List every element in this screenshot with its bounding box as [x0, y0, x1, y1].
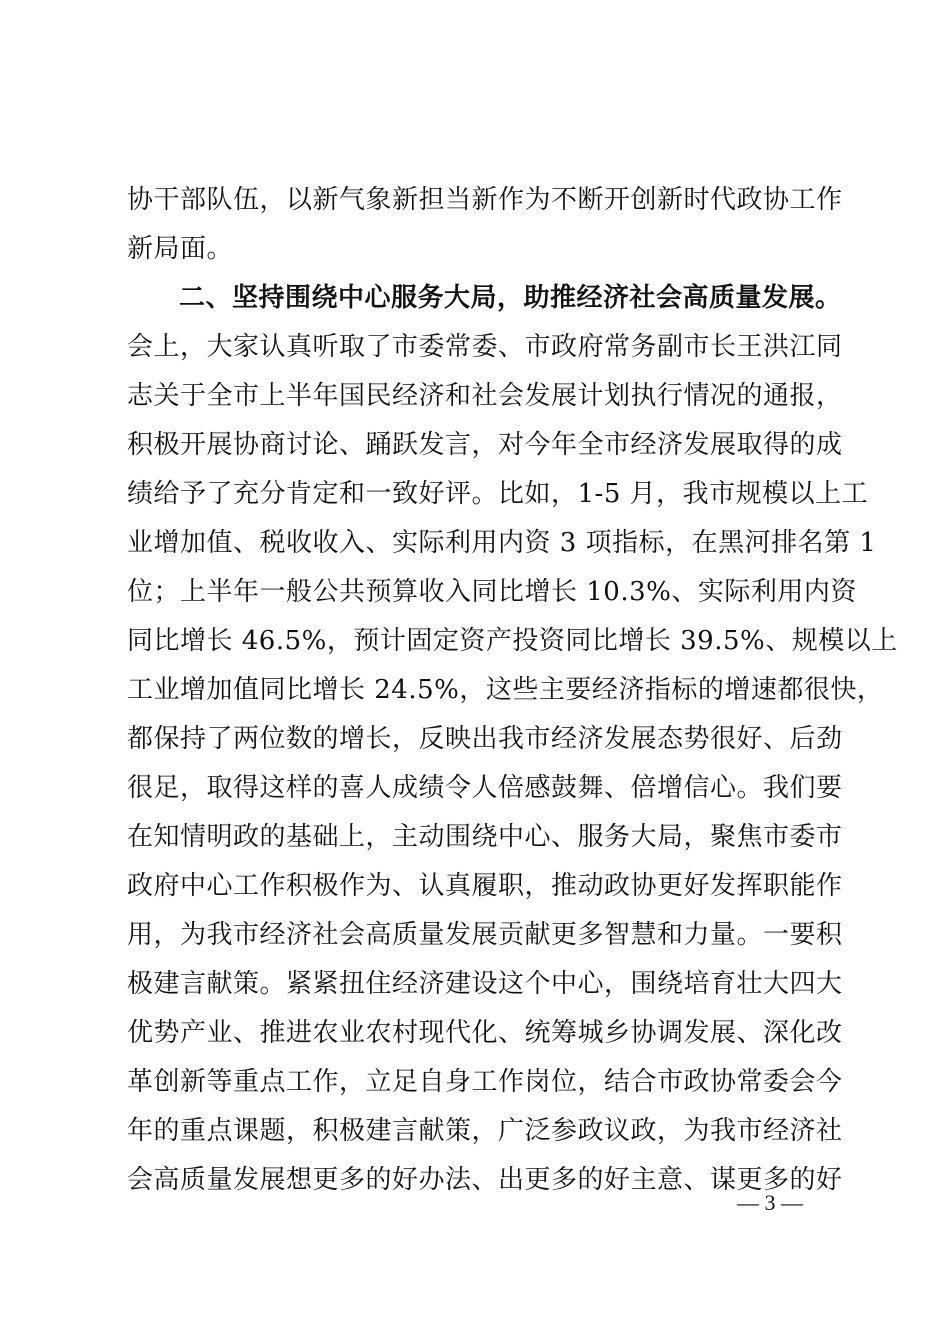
text-line: 业增加值、税收收入、实际利用内资 3 项指标，在黑河排名第 1	[127, 528, 877, 558]
text-line: 会高质量发展想更多的好办法、出更多的好主意、谋更多的好	[127, 1165, 843, 1195]
text-line: 政府中心工作积极作为、认真履职，推动政协更好发挥职能作	[127, 871, 843, 901]
text-line: 新局面。	[127, 234, 234, 264]
text-line: 用，为我市经济社会高质量发展贡献更多智慧和力量。一要积	[127, 920, 843, 950]
section-paragraph	[127, 274, 898, 1205]
text-line: 同比增长 46.5%，预计固定资产投资同比增长 39.5%、规模以上	[127, 626, 898, 656]
text-line: 都保持了两位数的增长，反映出我市经济发展态势很好、后劲	[127, 724, 843, 754]
text-line: 志关于全市上半年国民经济和社会发展计划执行情况的通报，	[127, 381, 843, 411]
text-line: 在知情明政的基础上，主动围绕中心、服务大局，聚焦市委市	[127, 822, 843, 852]
page-number: — 3 —	[737, 1190, 803, 1215]
text-line: 优势产业、推进农业农村现代化、统筹城乡协调发展、深化改	[127, 1018, 843, 1048]
text-line: 会上，大家认真听取了市委常委、市政府常务副市长王洪江同	[127, 332, 843, 362]
text-line: 革创新等重点工作，立足自身工作岗位，结合市政协常委会今	[127, 1067, 843, 1097]
text-line: 绩给予了充分肯定和一致好评。比如，1-5 月，我市规模以上工	[127, 479, 869, 509]
section-heading: 二、坚持围绕中心服务大局，助推经济社会高质量发展。	[179, 283, 842, 313]
text-line: 积极开展协商讨论、踊跃发言，对今年全市经济发展取得的成	[127, 430, 843, 460]
text-line: 协干部队伍，以新气象新担当新作为不断开创新时代政协工作	[127, 185, 843, 215]
text-line: 位；上半年一般公共预算收入同比增长 10.3%、实际利用内资	[127, 577, 857, 607]
text-line: 年的重点课题，积极建言献策，广泛参政议政，为我市经济社	[127, 1116, 843, 1146]
document-body	[127, 176, 898, 1205]
text-line: 很足，取得这样的喜人成绩令人倍感鼓舞、倍增信心。我们要	[127, 773, 843, 803]
text-line: 工业增加值同比增长 24.5%，这些主要经济指标的增速都很快，	[127, 675, 884, 705]
text-line: 极建言献策。紧紧扭住经济建设这个中心，围绕培育壮大四大	[127, 969, 843, 999]
paragraph-continuation	[127, 176, 843, 274]
